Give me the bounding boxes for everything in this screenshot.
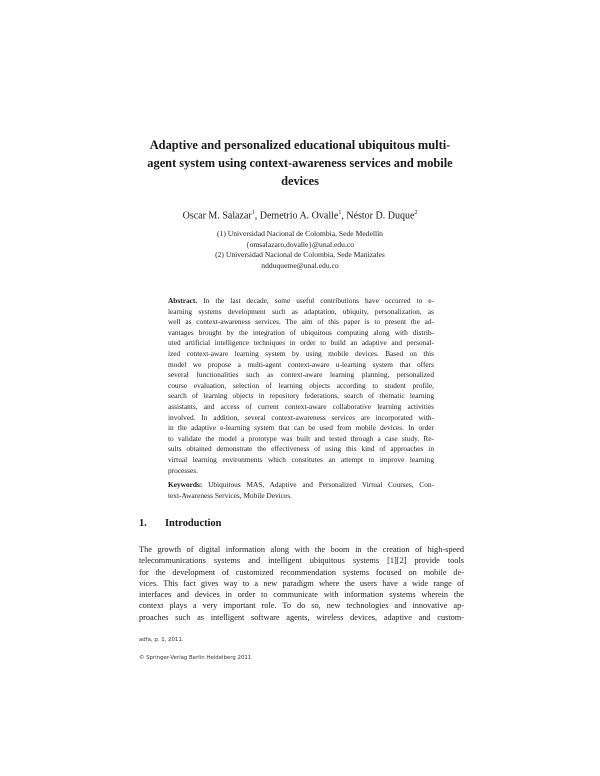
abstract-line: assistants, and access of current context-aware collaborative learning activities <box>168 401 434 411</box>
abstract-line: search of learning objects in repository federations, search of thematic learning <box>168 391 434 401</box>
abstract-text: In the last decade, some useful contributions have occurred to e- <box>203 296 434 305</box>
paragraph-line: The growth of digital information along with the boom in the creation of high-speed <box>139 545 464 554</box>
title-line: devices <box>281 174 319 188</box>
abstract-line: sults obtained demonstrate the effectiveness of using this kind of approaches in <box>168 444 434 454</box>
abstract-line: virtual learning environments which constitutes an attempt to improve learning <box>168 454 434 464</box>
paragraph-line: telecommunications systems and intelligent ubiquitous systems [1][2] provide tools <box>139 556 464 566</box>
paragraph-line: context plays a very important role. To do so, new technologies and innovative ap- <box>139 601 464 611</box>
abstract-line: model we propose a multi-agent context-aware u-learning system that offers <box>168 359 434 369</box>
footer-copyright: © Springer-Verlag Berlin Heidelberg 2011 <box>139 655 252 661</box>
section-title: Introduction <box>165 518 222 529</box>
keywords-line <box>168 480 434 491</box>
abstract-line: in the adaptive e-learning system that can be used from mobile devices. In order <box>168 423 434 433</box>
author-affil-mark: 1 <box>338 210 342 216</box>
author-affil-mark: 2 <box>414 210 418 216</box>
keywords-label: Keywords: <box>168 480 203 489</box>
affiliation-email: {omsalazaro,dovalle}@unal.edu.co <box>245 239 355 249</box>
abstract-line: uted artificial intelligence techniques in order to build an adaptive and personal- <box>168 338 434 348</box>
author-affil-mark: 1 <box>251 210 255 216</box>
paragraph-line: interfaces and devices in order to communicate with information systems wherein the <box>139 590 464 600</box>
keywords <box>168 480 434 501</box>
abstract-line: involved. In addition, several context-awareness services are incorporated with- <box>168 412 434 422</box>
keywords-line: text-Awareness Services, Mobile Devices. <box>168 490 292 500</box>
abstract <box>168 296 434 476</box>
abstract-label: Abstract. <box>168 296 198 305</box>
abstract-line: ized context-aware learning system by using mobile devices. Based on this <box>168 348 434 358</box>
introduction-paragraph <box>139 544 464 623</box>
author-list <box>120 207 480 222</box>
abstract-line: learning systems development such as adaptation, ubiquity, personalization, as <box>168 306 434 316</box>
keywords-text: Ubiquitous MAS, Adaptive and Personalized Virtual Courses, Con- <box>208 480 434 489</box>
section-heading <box>139 518 221 529</box>
abstract-line: vantages brought by the integration of ubiquitous computing along with distrib- <box>168 327 434 337</box>
author-separator: , <box>341 210 347 222</box>
paragraph-line: for the development of customized recommendation systems focused on mobile de- <box>139 567 464 577</box>
abstract-line: to validate the model a prototype was built and tested through a case study. Re- <box>168 433 434 443</box>
author-separator: , <box>254 210 260 222</box>
footer-citation: adfa, p. 1, 2011. <box>139 637 184 643</box>
affiliation-line: (1) Universidad Nacional de Colombia, Sede Medellín <box>217 229 383 238</box>
title-line: Adaptive and personalized educational ubiquitous multi- <box>149 138 451 152</box>
abstract-line: processes. <box>168 465 198 475</box>
title-line: agent system using context-awareness services and mobile <box>147 156 453 170</box>
affiliation-email: ndduqueme@unal.edu.co <box>261 260 339 270</box>
paragraph-line: proaches such as intelligent software agents, wireless devices, adaptive and custom- <box>139 612 464 622</box>
abstract-line: course evaluation, selection of learning objects according to student profile, <box>168 380 434 390</box>
affiliations <box>120 229 480 271</box>
paragraph-line: vices. This fact gives way to a new paradigm where the users have a wide range of <box>139 578 464 588</box>
abstract-line: well as context-awareness services. The aim of this paper is to present the ad- <box>168 317 434 327</box>
author-name: Demetrio A. Ovalle <box>259 210 339 222</box>
paper-title <box>120 136 480 190</box>
section-number: 1. <box>139 518 147 529</box>
affiliation-line: (2) Universidad Nacional de Colombia, Sede Manizales <box>215 250 385 259</box>
author-name: Oscar M. Salazar <box>182 210 252 222</box>
abstract-line: several functionalities such as context-aware learning planning, personalized <box>168 370 434 380</box>
author-name: Néstor D. Duque <box>346 210 415 222</box>
abstract-line <box>168 296 434 307</box>
